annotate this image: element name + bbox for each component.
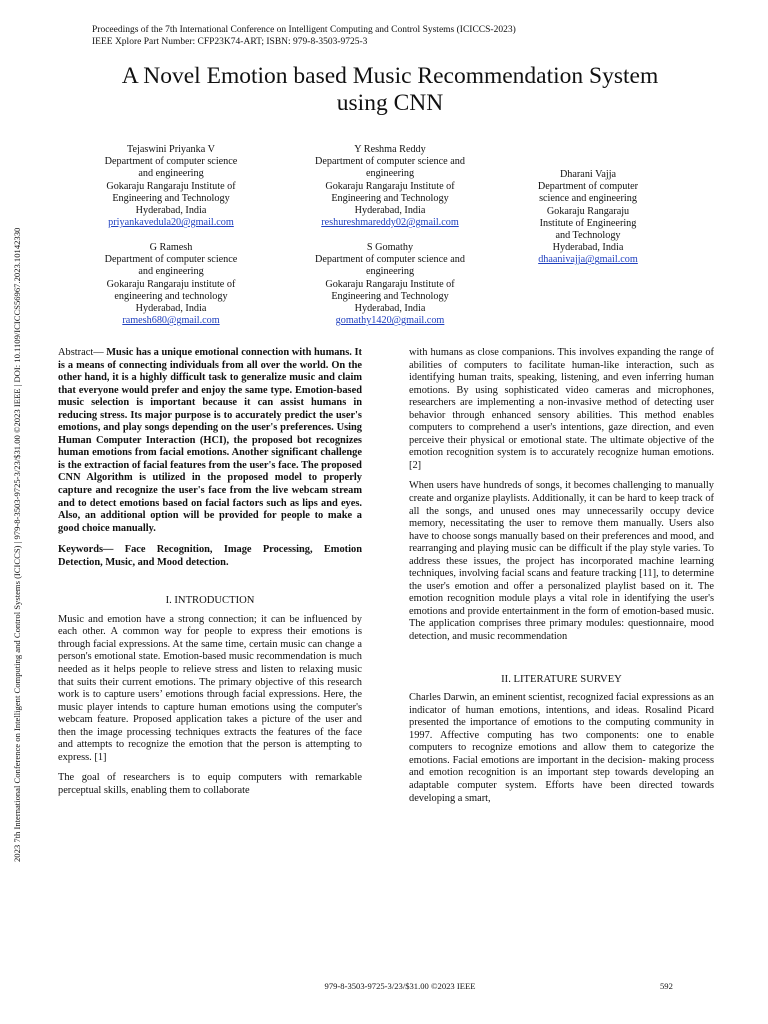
text-line: Additionally, it can be hard to keep track of all the songs, xyxy=(409,493,714,517)
keywords-text: Emotion Detection, Music, and Mood detection. xyxy=(58,544,362,568)
text-line: computing has two components: one to enable computers xyxy=(409,729,714,754)
text-line: recommendation xyxy=(497,631,568,643)
author-email-link[interactable]: gomathy1420@gmail.com xyxy=(335,315,445,327)
text-line: emotional state. Emotion-based music recommendation is xyxy=(94,651,337,663)
author-dept: Department of computer science xyxy=(104,254,238,266)
text-line: and unused ones may unnecessarily occupy device xyxy=(478,505,714,517)
conference-header xyxy=(92,24,516,48)
author-name: Tejaswini Priyanka V xyxy=(127,144,215,155)
text-line: researchers are implementing a non-invasive method of xyxy=(409,397,650,409)
abstract-line: Music has a unique emotional connection xyxy=(106,347,290,358)
text-line: expressions as an indicator of human emotions, intentions, xyxy=(409,692,714,716)
author-email-link[interactable]: ramesh680@gmail.com xyxy=(122,315,220,327)
author-institute: Gokaraju Rangaraju institute of xyxy=(106,278,236,290)
author-name: Dharani Vajja xyxy=(559,169,617,180)
author-name: G Ramesh xyxy=(149,242,193,253)
text-line: application comprises three primary modules: xyxy=(428,618,625,630)
text-line: step towards developing an adaptable computer system. xyxy=(409,767,715,791)
text-line: express their emotions is through facial expressions. At xyxy=(58,626,362,650)
text-line: By using sophisticated video cameras and microphones, xyxy=(456,384,714,396)
author-name: Y Reshma Reddy xyxy=(354,144,426,155)
footer-copyright: 979-8-3503-9725-3/23/$31.00 ©2023 IEEE xyxy=(324,981,476,991)
text-line: challenging to manually create and organize playlists. xyxy=(409,480,714,505)
text-line: remarkable perceptual skills, enabling them to collaborate xyxy=(58,772,362,796)
intro-paragraph xyxy=(58,614,362,765)
text-line: express. [1] xyxy=(58,751,107,763)
author-dept: Department of computer science and xyxy=(315,156,465,168)
text-line: emotions through facial expressions. Here, the music xyxy=(58,689,362,713)
abstract-line: everyone would prefer and enjoy the same type. xyxy=(78,384,293,396)
author-institute: Institute of Engineering xyxy=(539,217,637,229)
author-email-link[interactable]: priyankavedula20@gmail.com xyxy=(108,217,234,229)
abstract-line: Human Computer Interaction (HCI), the xyxy=(58,434,248,446)
abstract-line: face from the live webcam stream and to detect xyxy=(58,485,362,509)
text-line: player intends to capture human emotions using the xyxy=(87,701,313,713)
intro-paragraph xyxy=(58,772,362,797)
keywords xyxy=(58,544,362,569)
text-line: When users have hundreds of songs, it becomes xyxy=(409,480,611,492)
text-line: much needed as it helps people to relieve stress and listen xyxy=(58,651,362,676)
paper-title xyxy=(40,63,740,117)
abstract-line: can assist humans in reducing stress. Its major purpose xyxy=(58,397,362,421)
page-number: 592 xyxy=(660,981,673,991)
abstract-line: proposed CNN Algorithm is utilized in the proposed xyxy=(58,459,362,484)
author-city: Hyderabad, India xyxy=(552,242,624,254)
text-line: with humans as close companions. This involves xyxy=(409,347,615,358)
author-institute: Engineering and Technology xyxy=(112,192,230,204)
text-line: Music and emotion have a strong connection; it can be xyxy=(58,613,300,625)
isbn-line: IEEE Xplore Part Number: CFP23K74-ART; ISBN: 979-8-3503-9725-3 xyxy=(92,37,368,47)
author-block xyxy=(85,144,257,229)
text-line: entertainment in the form of emotion-based music. The xyxy=(409,605,714,630)
text-line: emotions to the computing community in 1997. Affective xyxy=(409,717,714,741)
author-dept: and engineering xyxy=(138,168,204,180)
text-line: computer's webcam feature. Proposed application takes a xyxy=(58,701,362,726)
abstract-line: proposed bot recognizes human emotions from facial xyxy=(58,434,362,459)
text-line: influenced by each other. A common way for people to xyxy=(58,613,362,638)
abstract-line: emotions based on facial factors such as lips and eyes. xyxy=(119,497,363,509)
author-dept: and engineering xyxy=(138,266,204,278)
author-institute: Gokaraju Rangaraju xyxy=(546,205,630,217)
author-institute: Engineering and Technology xyxy=(331,290,449,302)
author-city: Hyderabad, India xyxy=(135,303,207,315)
abstract-line: highly difficult task to generalize music and claim that xyxy=(58,372,362,396)
text-line: preferences and mood, and rearranging and playing music xyxy=(409,530,714,555)
text-line: human emotions. [2] xyxy=(409,447,714,471)
author-dept: engineering xyxy=(365,168,415,180)
text-line: techniques, involving facial scans and feature tracking [11], xyxy=(409,568,659,580)
title-line-1: A Novel Emotion based Music Recommendation System xyxy=(121,63,659,89)
text-line: memory, necessitating the user to remove them manually. xyxy=(409,518,664,530)
keywords-label: Keywords— xyxy=(58,544,114,556)
abstract-line: to make a good choice manually. xyxy=(58,510,362,534)
abstract-line: extraction of facial features from the user's face. The xyxy=(84,459,319,471)
author-institute: Gokaraju Rangaraju Institute of xyxy=(325,278,455,290)
text-line: to relaxing music that suits their current emotions. The xyxy=(58,664,362,688)
text-line: Charles Darwin, an eminent scientist, recognized facial xyxy=(409,692,640,704)
author-block xyxy=(518,169,658,267)
intro-paragraph xyxy=(409,480,714,643)
text-line: The goal of researchers is to equip computers with xyxy=(58,772,308,784)
intro-paragraph xyxy=(409,347,714,472)
abstract-line: from all over the world. On the other hand, it is a xyxy=(58,359,363,384)
abstract-line: with humans. It is a means of connecting individuals xyxy=(58,347,362,371)
author-institute: Gokaraju Rangaraju Institute of xyxy=(106,180,236,192)
abstract-line: Emotion-based music selection is important because it xyxy=(58,384,362,409)
author-email-link[interactable]: reshureshmareddy02@gmail.com xyxy=(321,217,459,229)
text-line: a vital role in identifying the user's emotions and provide xyxy=(409,593,714,617)
author-city: Hyderabad, India xyxy=(354,205,426,217)
text-line: human-like interaction, such as identifying human traits, xyxy=(409,359,715,384)
text-line: abilities. This method enables computers to comprehend a xyxy=(409,409,714,434)
text-line: Efforts have been directed towards developing a smart, xyxy=(409,779,714,804)
text-line: emotion recognition system is to accurately recognize xyxy=(409,447,639,459)
conference-line: Proceedings of the 7th International Conference on Intelligent Computing and Control Systems (ICICCS-2023) xyxy=(92,25,516,35)
abstract-line: Also, an additional option will be provided for people xyxy=(58,510,310,522)
text-line: primary objective of this research work is to capture users’ xyxy=(58,676,362,701)
author-dept: science and engineering xyxy=(539,193,637,205)
text-line: speaking, listening, and even inferring human emotions. xyxy=(409,372,714,396)
author-block xyxy=(290,242,490,327)
text-line: emotions. Facial emotions are important in the decision- xyxy=(409,754,646,766)
text-line: to determine the user's emotion and offer a personalized xyxy=(409,568,714,592)
text-line: can be difficult if the play style varies. To address these xyxy=(409,543,714,567)
title-line-2: using CNN xyxy=(336,90,444,116)
abstract-line: model to properly capture and recognize the user's xyxy=(58,472,362,497)
author-block xyxy=(85,242,257,327)
left-column xyxy=(58,347,362,798)
right-column xyxy=(409,347,714,805)
author-dept: engineering xyxy=(365,266,415,278)
text-line: the same time, certain music can change a person's xyxy=(58,638,362,663)
text-line: picture of the user and then the image processing xyxy=(58,714,362,738)
section-heading-literature-survey: II. LITERATURE SURVEY xyxy=(501,673,622,685)
author-institute: engineering and technology xyxy=(114,290,228,302)
text-line: and ideas. Rosalind Picard presented the importance of xyxy=(409,704,714,729)
text-line: to recognize emotions and allow them to categorize the xyxy=(458,742,714,754)
text-line: physical or emotional state. The ultimate objective of the xyxy=(470,434,714,446)
side-doi-text: 2023 7th International Conference on Intelligent Computing and Control Systems (ICICCS) | 979-8-3503-9725-3/23/$31.00 ©2023 IEEE | DOI: 10.1109/ICICCS56967.2023.10142330 xyxy=(12,227,22,862)
abstract-label: Abstract— xyxy=(58,347,104,358)
author-dept: Department of computer xyxy=(537,181,639,193)
text-line: questionnaire, mood detection, and music xyxy=(409,618,714,643)
author-city: Hyderabad, India xyxy=(354,303,426,315)
section-heading-introduction: I. INTRODUCTION xyxy=(165,595,255,607)
text-line: detecting user behavior through enhanced sensory xyxy=(409,397,714,421)
abstract xyxy=(58,347,362,535)
text-line: making process and emotion recognition is an important xyxy=(409,754,714,779)
author-institute: Engineering and Technology xyxy=(331,192,449,204)
abstract-line: is to accurately predict the user's emotions, and xyxy=(58,409,362,434)
author-block xyxy=(290,144,490,229)
text-line: issues, the project has incorporated machine learning xyxy=(473,555,714,567)
author-dept: Department of computer science and xyxy=(315,254,465,266)
literature-paragraph xyxy=(409,692,714,805)
text-line: playlist based on it. The emotion recognition module plays xyxy=(409,580,714,605)
author-email-link[interactable]: dhaanivajja@gmail.com xyxy=(538,254,638,266)
abstract-line: play songs depending on the user's preferences. Using xyxy=(122,422,362,434)
text-line: Users also have to choose songs manually based on their xyxy=(409,518,714,542)
text-line: user's intentions, gaze direction, and even perceive their xyxy=(409,422,714,446)
author-dept: Department of computer science xyxy=(104,156,238,168)
author-name: S Gomathy xyxy=(366,242,414,253)
author-city: Hyderabad, India xyxy=(135,205,207,217)
author-institute: and Technology xyxy=(555,230,621,242)
text-line: expanding the range of abilities of computers to facilitate xyxy=(409,347,715,371)
author-institute: Gokaraju Rangaraju Institute of xyxy=(325,180,455,192)
abstract-line: emotions. Another significant challenge is the xyxy=(58,447,362,471)
text-line: techniques extracts the features of the face and attempts to xyxy=(58,726,362,751)
text-line: recognize the emotion that the person is attempting to xyxy=(128,739,362,751)
keywords-text: Face Recognition, Image Processing, xyxy=(124,544,313,556)
